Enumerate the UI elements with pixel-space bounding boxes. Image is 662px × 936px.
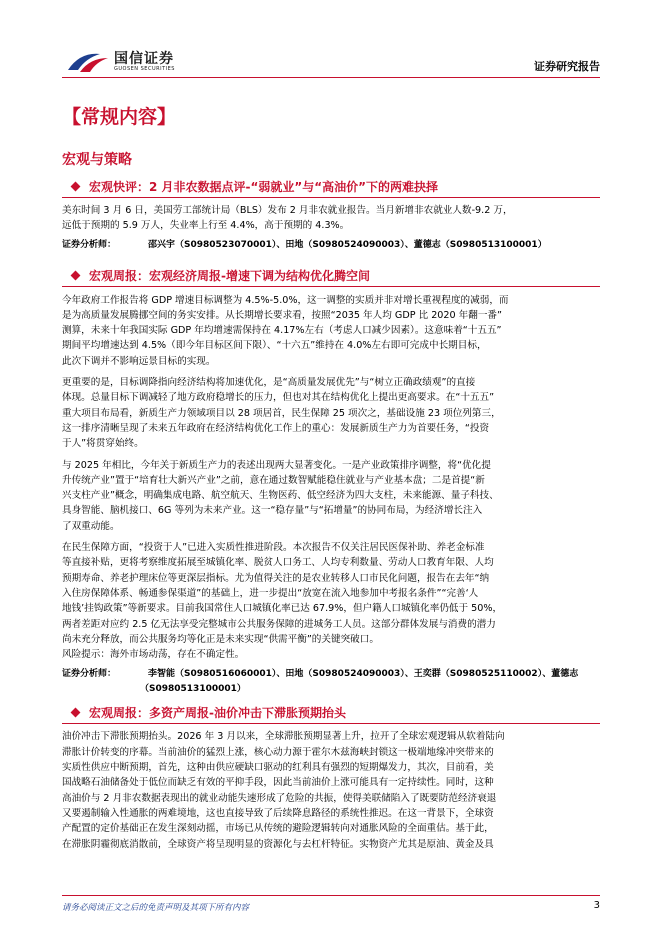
article-title-text: 宏观快评：2 月非农数据点评-“弱就业”与“高油价”下的两难抉择 bbox=[89, 180, 439, 194]
article-paragraph bbox=[62, 540, 600, 647]
text-line: 高油价与 2 月非农数据表现出的就业动能失速形成了危险的共振，使得美联储陷入了既要防范经济衰退 bbox=[62, 792, 497, 804]
article-paragraph bbox=[62, 458, 600, 534]
article-title bbox=[62, 266, 600, 285]
text-line: 远低于预期的 5.9 万人，失业率上行至 4.4%，高于预期的 4.3%。 bbox=[62, 220, 350, 232]
logo-english-name: GUOSEN SECURITIES bbox=[114, 66, 175, 72]
text-line: 尚未充分释放，而公共服务均等化正是未来实现“供需平衡”的关键突破口。 bbox=[62, 633, 379, 645]
diamond-bullet-icon bbox=[71, 182, 81, 192]
text-line: 预期寿命、养老护理床位等更深层指标。尤为值得关注的是农业转移人口市民化问题，报告在去年“纳 bbox=[62, 572, 490, 584]
text-line: 体现。总量目标下调减轻了地方政府稳增长的压力，但也对其在结构优化上提出更高要求。在“十五五” bbox=[62, 392, 495, 404]
article-divider bbox=[62, 723, 600, 724]
text-line: 产配置的定价基础正在发生深刻动摇，市场已从传统的避险逻辑转向对通胀风险的全面重估。基于此， bbox=[62, 823, 494, 835]
page-footer bbox=[62, 895, 600, 913]
risk-warning bbox=[62, 647, 600, 662]
text-line: 了双重动能。 bbox=[62, 520, 120, 532]
analysts bbox=[62, 667, 600, 697]
section-title: 【常规内容】 bbox=[62, 106, 177, 128]
logo-chinese-name: 国信证券 bbox=[114, 51, 174, 67]
article-3 bbox=[62, 703, 600, 851]
text-line: 兴支柱产业”概念，明确集成电路、航空航天、生物医药、低空经济为四大支柱，未来能源、量子科技、 bbox=[62, 490, 499, 502]
article-title-text: 宏观周报：多资产周报-油价冲击下滞胀预期抬头 bbox=[89, 706, 346, 721]
article-1 bbox=[62, 177, 600, 253]
text-line: 这一排序清晰呈现了未来五年政府在经济结构优化工作上的重心：发展新质生产力为首要任务，“投资 bbox=[62, 422, 490, 434]
text-line: 油价冲击下滞胀预期抬头。2026 年 3 月以来，全球滞胀预期显著上升，拉开了全球宏观逻辑从软着陆向 bbox=[62, 731, 505, 743]
analysts-label: 证券分析师： bbox=[62, 669, 117, 680]
article-divider bbox=[62, 197, 600, 198]
company-logo bbox=[66, 44, 226, 78]
report-type-label: 证券研究报告 bbox=[534, 60, 600, 73]
article-2 bbox=[62, 266, 600, 698]
disclaimer-text: 请务必阅读正文之后的免责声明及其项下所有内容 bbox=[62, 903, 250, 913]
article-title bbox=[62, 703, 600, 722]
text-line: 与 2025 年相比，今年关于新质生产力的表述出现两大显著变化。一是产业政策排序调整，将“优化提 bbox=[62, 459, 491, 471]
diamond-bullet-icon bbox=[71, 270, 81, 280]
text-line: 测算，未来十年我国实际 GDP 年均增速需保持在 4.17%左右（考虑人口减少因素）。这意味着“十五五” bbox=[62, 325, 502, 337]
text-line: 等直接补贴，更将考察维度拓展至城镇化率、脱贫人口务工、人均专利数量、劳动人口教育年限、人均 bbox=[62, 557, 494, 569]
diamond-bullet-icon bbox=[71, 708, 81, 718]
footer-divider bbox=[62, 895, 600, 896]
article-paragraph bbox=[62, 293, 600, 369]
text-line: 实质性供应中断预期，首先，这种由供应硬缺口驱动的红利具有强烈的短期爆发力，其次，目前看，美 bbox=[62, 762, 494, 774]
article-body bbox=[62, 729, 600, 851]
article-divider bbox=[62, 286, 600, 287]
article-title-text: 宏观周报：宏观经济周报-增速下调为结构优化腾空间 bbox=[89, 268, 370, 283]
article-paragraph bbox=[62, 375, 600, 451]
text-line: 重大项目布局看，新质生产力领域项目以 28 项居首，民生保障 25 项次之，基础设施 23 项位列第三， bbox=[62, 407, 501, 419]
analysts-label: 证券分析师： bbox=[62, 239, 117, 250]
analysts-names-cont: （S0980513100001） bbox=[140, 684, 246, 695]
text-line: 于人”将贯穿始终。 bbox=[62, 438, 144, 450]
text-line: 国战略石油储备处于低位而缺乏有效的平抑手段，因此当前油价上涨可能具有一定持续性。同时，这种 bbox=[62, 777, 494, 789]
text-line: 入住房保障体系、畅通参保渠道”的基础上，进一步提出“放宽在流入地参加中考报名条件”“完善‘人 bbox=[62, 587, 479, 599]
article-title bbox=[62, 177, 600, 196]
text-line: 在民生保障方面，“投资于人”已进入实质性推进阶段。本次报告不仅关注居民医保补助、养老金标准 bbox=[62, 542, 485, 554]
text-line: 风险提示：海外市场动荡，存在不确定性。 bbox=[62, 649, 245, 661]
analysts bbox=[62, 238, 600, 253]
text-line: 又要遏制输入性通胀的两难境地，这也直接导致了后续降息路径的系统性推迟。在这一背景下，全球资 bbox=[62, 807, 494, 819]
text-line: 此次下调并不影响远景目标的实现。 bbox=[62, 355, 216, 367]
guosen-logo-icon bbox=[66, 48, 110, 74]
text-line: 是为高质量发展腾挪空间的务实安排。从长期增长要求看，按照“2035 年人均 GDP 比 2020 年翻一番” bbox=[62, 309, 502, 321]
text-line: 期间平均增速达到 4.5%（即今年目标区间下限）、“十六五”维持在 4.0%左右即可完成中长期目标， bbox=[62, 340, 487, 352]
category-title: 宏观与策略 bbox=[62, 152, 132, 168]
text-line: 升传统产业”置于“培育壮大新兴产业”之前，意在通过数智赋能稳住就业与产业基本盘；二是首提“新 bbox=[62, 474, 485, 486]
text-line: 两者差距对应约 2.5 亿无法享受完整城市公共服务保障的进城务工人员。这部分群体发展与消费的潜力 bbox=[62, 618, 496, 630]
text-line: 地钱’挂钩政策”等新要求。目前我国常住人口城镇化率已达 67.9%，但户籍人口城镇化率仍低于 50%， bbox=[62, 603, 503, 615]
text-line: 滞胀计价转变的序幕。当前油价的猛烈上涨，核心动力源于霍尔木兹海峡封锁这一极端地缘冲突带来的 bbox=[62, 746, 494, 758]
text-line: 今年政府工作报告将 GDP 增速目标调整为 4.5%-5.0%，这一调整的实质并非对增长重视程度的减弱，而 bbox=[62, 294, 509, 306]
page-number: 3 bbox=[593, 900, 600, 911]
text-line: 更重要的是，目标调降指向经济结构将加速优化，是“高质量发展优先”与“树立正确政绩观”的直接 bbox=[62, 377, 476, 389]
article-body bbox=[62, 203, 600, 234]
text-line: 美东时间 3 月 6 日，美国劳工部统计局（BLS）发布 2 月非农就业报告。当月新增非农就业人数-9.2 万， bbox=[62, 205, 513, 216]
analysts-names: 邵兴宇（S0980523070001）、田地（S0980524090003）、董德志（S0980513100001） bbox=[148, 239, 547, 250]
text-line: 具身智能、脑机接口、6G 等列为未来产业。这一“稳存量”与“拓增量”的协同布局，为经济增长注入 bbox=[62, 505, 483, 517]
header-divider bbox=[62, 77, 600, 78]
analysts-names: 李智能（S0980516060001）、田地（S0980524090003）、王奕群（S0980525110002）、董德志 bbox=[148, 669, 579, 680]
text-line: 在滞胀阴霾彻底消散前，全球资产将呈现明显的资源化与去杠杆特征。实物资产尤其是原油、黄金及具 bbox=[62, 838, 494, 850]
main-content bbox=[62, 103, 600, 852]
page-header bbox=[0, 0, 662, 80]
